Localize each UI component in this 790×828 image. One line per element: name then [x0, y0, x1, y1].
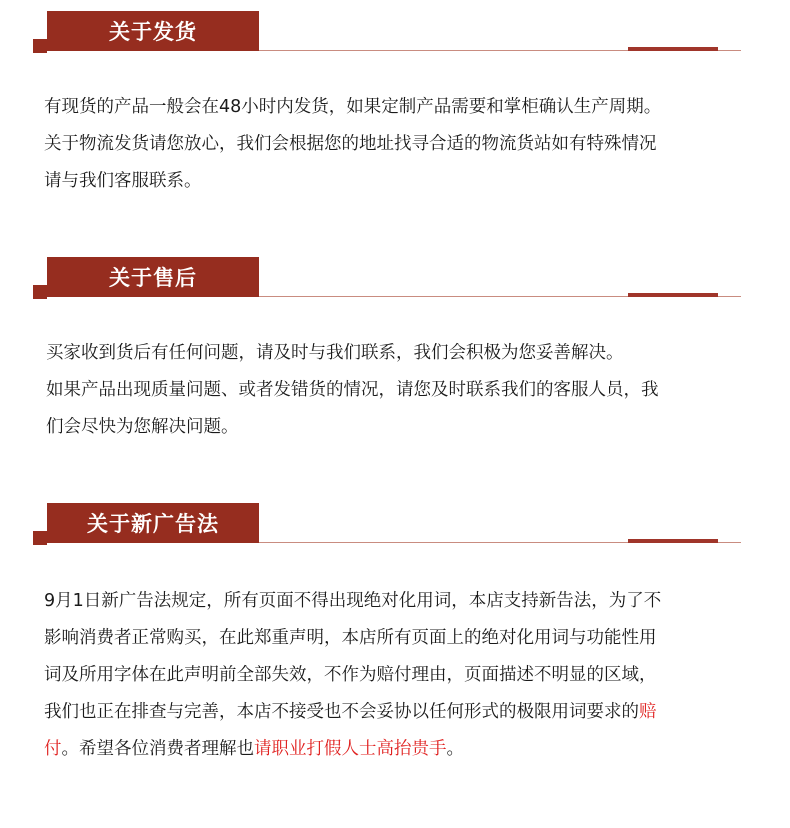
body-line: 请与我们客服联系。 — [44, 171, 202, 191]
header-square-decoration — [33, 39, 47, 53]
highlight-text: 赔 — [639, 702, 657, 722]
section-after-sales — [0, 257, 790, 437]
section-title: 关于新广告法 — [47, 503, 259, 543]
body-line: 影响消费者正常购买，在此郑重声明，本店所有页面上的绝对化用词与功能性用 — [44, 628, 657, 648]
body-line: 们会尽快为您解决问题。 — [46, 417, 239, 437]
body-line: 有现货的产品一般会在48小时内发货，如果定制产品需要和掌柜确认生产周期。 — [44, 97, 662, 117]
body-line — [44, 731, 744, 768]
section-header — [0, 503, 790, 547]
body-text: 。 — [446, 739, 464, 759]
body-line: 关于物流发货请您放心，我们会根据您的地址找寻合适的物流货站如有特殊情况 — [44, 134, 657, 154]
section-body — [44, 89, 744, 200]
section-ad-law — [0, 503, 790, 759]
header-square-decoration — [33, 531, 47, 545]
section-shipping — [0, 11, 790, 191]
body-text: 我们也正在排查与完善，本店不接受也不会妥协以任何形式的极限用词要求的 — [44, 702, 639, 722]
header-accent-bar — [628, 539, 718, 543]
body-text: 。希望各位消费者理解也 — [61, 739, 254, 759]
header-accent-bar — [628, 293, 718, 297]
header-accent-bar — [628, 47, 718, 51]
section-body — [46, 335, 746, 446]
section-body — [44, 583, 744, 768]
header-square-decoration — [33, 285, 47, 299]
body-line: 如果产品出现质量问题、或者发错货的情况，请您及时联系我们的客服人员，我 — [46, 380, 659, 400]
body-line — [44, 694, 744, 731]
highlight-text: 付 — [44, 739, 62, 759]
section-header — [0, 11, 790, 55]
body-line: 9月1日新广告法规定，所有页面不得出现绝对化用词，本店支持新告法，为了不 — [44, 591, 662, 611]
section-title: 关于发货 — [47, 11, 259, 51]
section-header — [0, 257, 790, 301]
body-line: 买家收到货后有任何问题，请及时与我们联系，我们会积极为您妥善解决。 — [46, 343, 624, 363]
section-title: 关于售后 — [47, 257, 259, 297]
body-line: 词及所用字体在此声明前全部失效，不作为赔付理由，页面描述不明显的区域， — [44, 665, 657, 685]
highlight-text: 请职业打假人士高抬贵手 — [254, 739, 447, 759]
